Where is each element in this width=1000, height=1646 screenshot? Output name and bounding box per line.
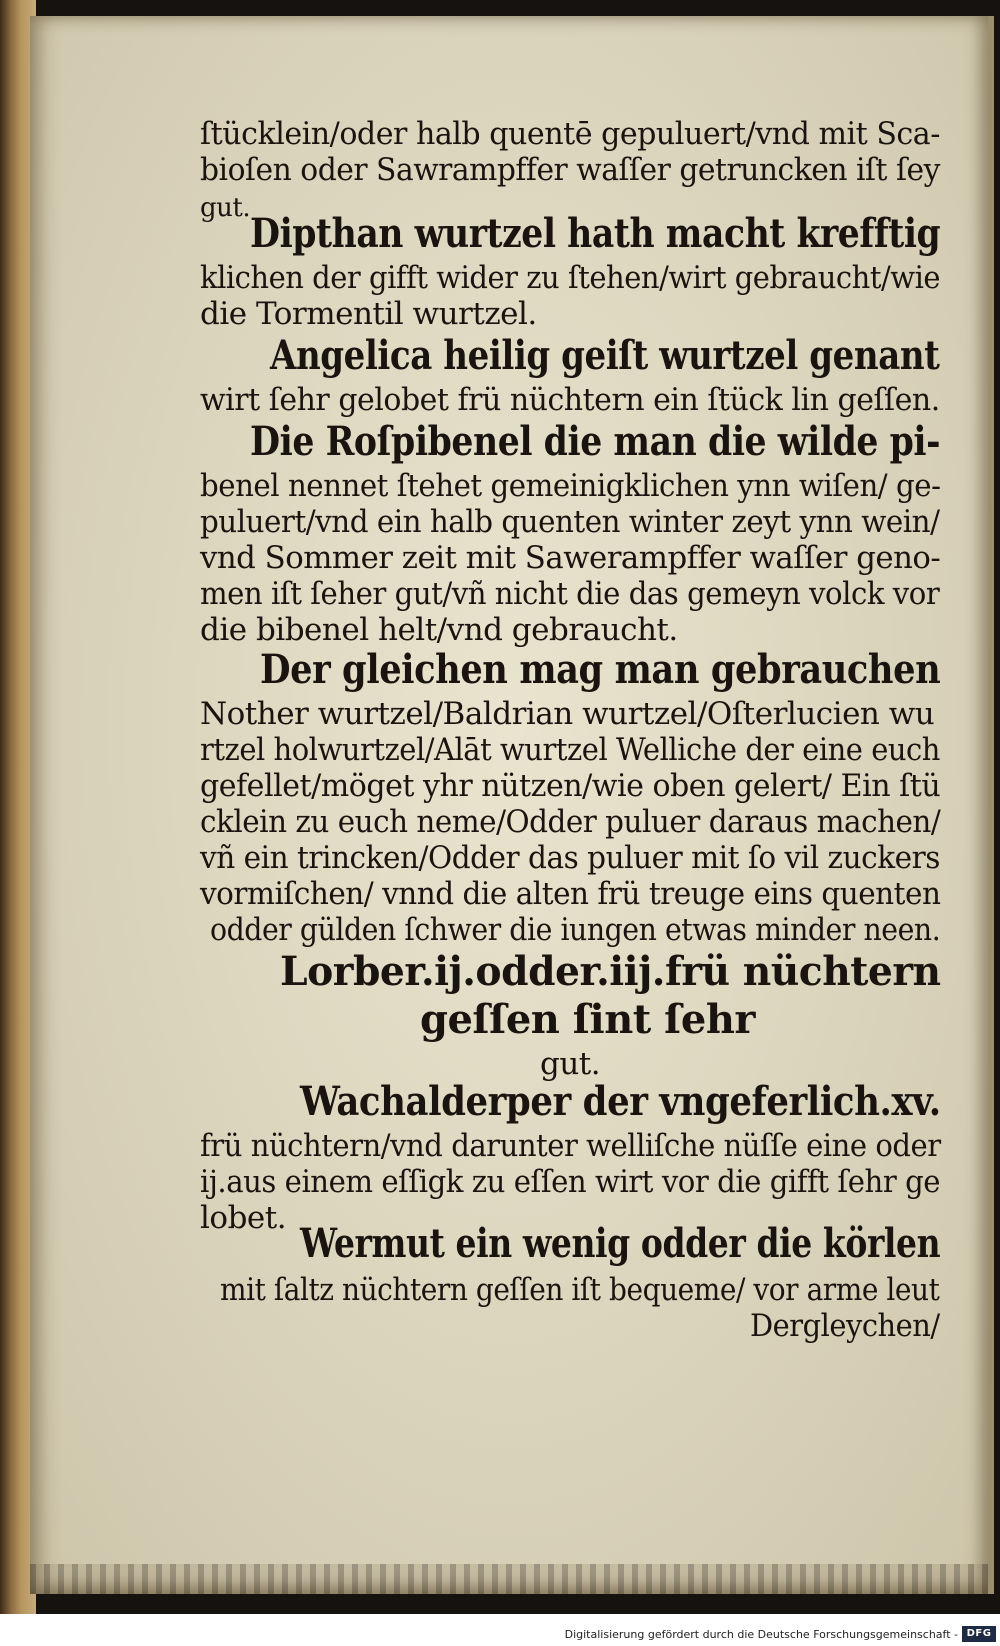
text-line: vnd Sommer zeit mit Sawerampffer waſſer geno‑ bbox=[200, 540, 941, 576]
text-line: die Tormentil wurtzel. bbox=[200, 296, 537, 332]
text-line: rtzel holwurtzel/Alāt wurtzel Welliche der eine euch bbox=[200, 732, 940, 768]
text-line: cklein zu euch neme/Odder puluer daraus machen/ bbox=[200, 804, 941, 840]
text-line: mit ſaltz nüchtern geſſen iſt bequeme/ vor arme leut bbox=[220, 1272, 940, 1308]
text-line: gut. bbox=[540, 1046, 601, 1082]
text-line: ſtücklein/oder halb quentē gepuluert/vnd mit Sca‑ bbox=[200, 116, 940, 152]
text-line: die bibenel helt/vnd gebraucht. bbox=[200, 612, 678, 648]
text-line: wirt ſehr gelobet frü nüchtern ein ſtück lin geſſen. bbox=[200, 382, 940, 418]
text-line: odder gülden ſchwer die iungen etwas minder neen. bbox=[210, 912, 941, 948]
text-line: gefellet/möget yhr nützen/wie oben gelert/ Ein ſtü bbox=[200, 768, 941, 804]
text-line: ij.aus einem eſſigk zu eſſen wirt vor die gifft ſehr ge bbox=[200, 1164, 941, 1200]
text-line: gut. bbox=[200, 193, 251, 223]
catchword: Dergleychen/ bbox=[750, 1308, 940, 1344]
text-line: vormiſchen/ vnnd die alten frü treuge eins quenten bbox=[200, 876, 941, 912]
dfg-logo: DFG bbox=[962, 1626, 996, 1642]
text-line: vñ ein trincken/Odder das puluer mit ſo vil zuckers bbox=[200, 840, 940, 876]
paragraph-heading: Der gleichen mag man gebrauchen bbox=[260, 646, 941, 693]
paragraph-heading: Wermut ein wenig odder die körlen bbox=[300, 1220, 941, 1267]
paragraph-heading: geſſen ſint ſehr bbox=[420, 996, 755, 1043]
paragraph-heading: Dipthan wurtzel hath macht krefftig bbox=[250, 210, 941, 257]
text-line: lobet. bbox=[200, 1200, 287, 1236]
text-line: bioſen oder Sawrampffer waſſer getruncken iſt ſey bbox=[200, 152, 940, 188]
paragraph-heading: Angelica heilig geiſt wurtzel genant bbox=[270, 332, 940, 379]
paragraph-heading: Die Roſpibenel die man die wilde pi‑ bbox=[250, 418, 941, 465]
book-page bbox=[30, 16, 994, 1594]
text-line: Nother wurtzel/Baldrian wurtzel/Oſterlucien wu bbox=[200, 696, 935, 732]
text-line: puluert/vnd ein halb quenten winter zeyt ynn wein/ bbox=[200, 504, 940, 540]
text-line: frü nüchtern/vnd darunter welliſche nüſſe eine oder bbox=[200, 1128, 941, 1164]
text-line: men iſt ſeher gut/vñ nicht die das gemeyn volck vor bbox=[200, 576, 940, 612]
funding-credit: Digitalisierung gefördert durch die Deutsche Forschungsgemeinschaft - bbox=[564, 1628, 958, 1641]
paragraph-heading: Wachalderper der vngeferlich.xv. bbox=[300, 1078, 941, 1125]
paragraph-heading: Lorber.ij.odder.iij.frü nüchtern bbox=[280, 948, 941, 995]
text-line: benel nennet ſtehet gemeinigklichen ynn wiſen/ ge‑ bbox=[200, 468, 941, 504]
text-line: klichen der gifft wider zu ſtehen/wirt gebraucht/wie bbox=[200, 260, 941, 296]
